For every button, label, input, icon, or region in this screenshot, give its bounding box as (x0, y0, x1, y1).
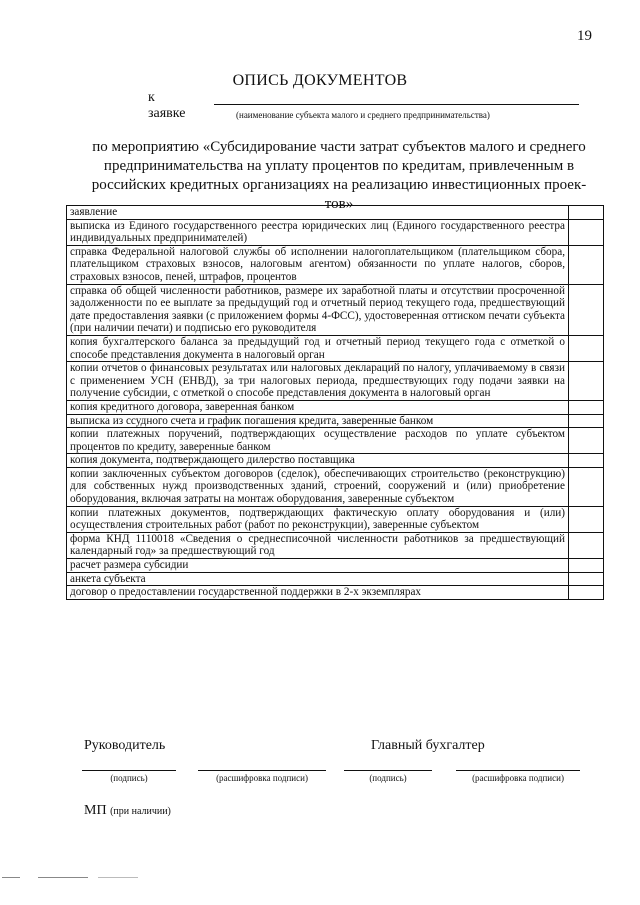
document-item: копии отчетов о финансовых результатах или налоговых деклараций по налогу, уплачиваемому в связи с применением УСН (ЕНВД), за три налоговых периода, предшествующих году подачи заявки на получение субсидии, с отметкой о способе представления документа в налоговый орган (67, 362, 569, 401)
document-item: справка об общей численности работников, размере их заработной платы и отсутствии просроченной задолженности по ее выплате за предыдущий год и отчетный период текущего года, предшествующий дате предоставления заявки (с приложением формы 4-ФСС), удостоверенная оттиском печати субъекта (при наличии печати) и подписью его руководителя (67, 284, 569, 335)
scan-artifact (98, 877, 138, 878)
subject-name-blank (214, 104, 579, 105)
accountant-decoding-caption: (расшифровка подписи) (472, 773, 564, 783)
table-row (67, 428, 604, 454)
table-row (67, 245, 604, 284)
stamp-label: МП (84, 803, 107, 818)
head-signature-line (82, 770, 176, 771)
document-item: копия документа, подтверждающего дилерство поставщика (67, 454, 569, 468)
document-item: форма КНД 1110018 «Сведения о среднесписочной численности работников за предшествующий календарный год» за предшествующий год (67, 532, 569, 558)
table-row (67, 532, 604, 558)
document-item: копии платежных поручений, подтверждающих осуществление расходов по уплате субъектом процентов по кредиту, заверенные банком (67, 428, 569, 454)
table-row (67, 206, 604, 220)
document-check-cell (569, 559, 604, 573)
document-check-cell (569, 245, 604, 284)
document-item: копии платежных документов, подтверждающих фактическую оплату оборудования и (или) осуществления строительных работ (работ по реконструкции), заверенные субъектом (67, 506, 569, 532)
document-item: договор о предоставлении государственной поддержки в 2-х экземплярах (67, 586, 569, 600)
document-check-cell (569, 284, 604, 335)
to-application-label: к заявке (148, 90, 186, 121)
table-row (67, 572, 604, 586)
document-item: копия бухгалтерского баланса за предыдущий год и отчетный период текущего года с отметкой о способе представления документа в налоговый орган (67, 335, 569, 361)
document-check-cell (569, 362, 604, 401)
table-row (67, 335, 604, 361)
head-label: Руководитель (84, 738, 166, 753)
document-item: выписка из ссудного счета и график погашения кредита, заверенные банком (67, 414, 569, 428)
table-row (67, 219, 604, 245)
accountant-decoding-line (456, 770, 580, 771)
table-row (67, 467, 604, 506)
document-check-cell (569, 414, 604, 428)
scan-artifact (38, 877, 88, 878)
table-row (67, 362, 604, 401)
stamp-place (84, 803, 171, 819)
head-decoding-caption: (расшифровка подписи) (216, 773, 308, 783)
document-check-cell (569, 206, 604, 220)
document-check-cell (569, 219, 604, 245)
documents-table (66, 205, 604, 600)
document-item: копии заключенных субъектом договоров (сделок), обеспечивающих строительство (реконструкцию) для собственных нужд производственных зданий, строений, сооружений и (или) приобретение оборудования, включая затраты на монтаж оборудования, заверенные субъектом (67, 467, 569, 506)
table-row (67, 284, 604, 335)
table-row (67, 559, 604, 573)
document-check-cell (569, 506, 604, 532)
document-check-cell (569, 572, 604, 586)
document-check-cell (569, 532, 604, 558)
head-signature-caption: (подпись) (110, 773, 148, 783)
document-item: расчет размера субсидии (67, 559, 569, 573)
document-item: копия кредитного договора, заверенная банком (67, 400, 569, 414)
document-check-cell (569, 335, 604, 361)
subject-name-hint: (наименование субъекта малого и среднего предпринимательства) (236, 110, 490, 120)
document-check-cell (569, 428, 604, 454)
document-item: заявление (67, 206, 569, 220)
table-row (67, 586, 604, 600)
document-check-cell (569, 586, 604, 600)
document-item: справка Федеральной налоговой службы об исполнении налогоплательщиком (плательщиком сбора, плательщиком страховых взносов, налоговым агентом) обязанности по уплате налогов, сборов, страховых взносов, пеней, штрафов, процентов (67, 245, 569, 284)
scan-artifact (2, 877, 20, 878)
table-row (67, 506, 604, 532)
chief-accountant-label: Главный бухгалтер (371, 738, 485, 753)
document-item: анкета субъекта (67, 572, 569, 586)
accountant-signature-line (344, 770, 432, 771)
document-check-cell (569, 454, 604, 468)
event-description: по мероприятию «Субсидирование части затрат субъектов малого и среднего предпринимательства на уплату процентов по кредитам, привлеченным в российских кредитных организациях на реализацию инвестиционных проек-тов» (91, 139, 587, 212)
table-row (67, 454, 604, 468)
document-check-cell (569, 467, 604, 506)
document-item: выписка из Единого государственного реестра юридических лиц (Единого государственного реестра индивидуальных предпринимателей) (67, 219, 569, 245)
accountant-signature-caption: (подпись) (369, 773, 407, 783)
table-row (67, 400, 604, 414)
table-row (67, 414, 604, 428)
stamp-note: (при наличии) (110, 806, 171, 817)
page-number: 19 (577, 28, 592, 44)
head-decoding-line (198, 770, 326, 771)
document-title: ОПИСЬ ДОКУМЕНТОВ (232, 72, 408, 89)
document-check-cell (569, 400, 604, 414)
